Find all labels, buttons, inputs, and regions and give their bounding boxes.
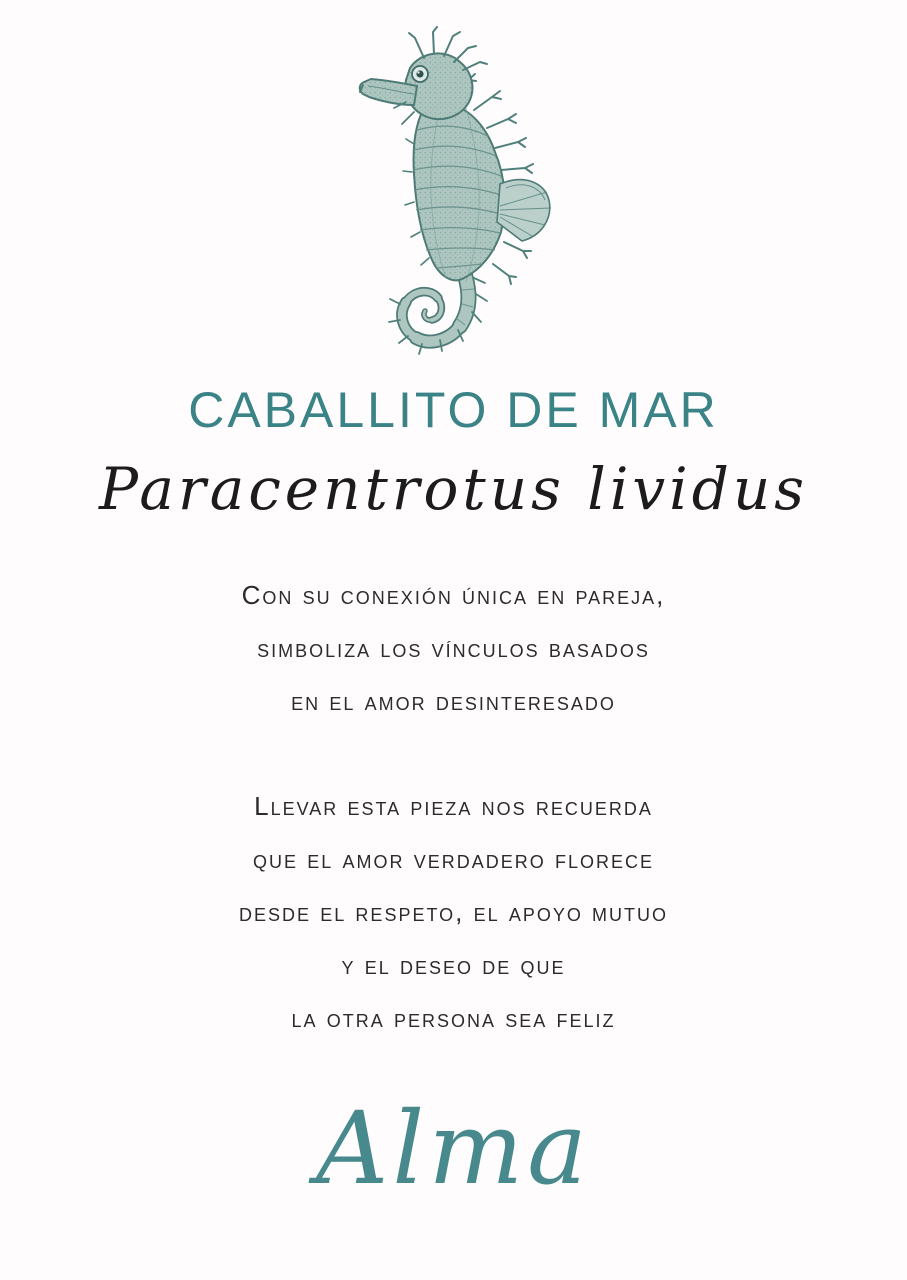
seahorse-icon (354, 26, 554, 371)
body-text-line: y el deseo de que (341, 949, 566, 980)
body-text-line: que el amor verdadero florece (253, 843, 654, 874)
page-title: CABALLITO DE MAR (188, 382, 719, 438)
body-text-line: la otra persona sea feliz (291, 1002, 616, 1033)
brand-signature: Alma (316, 1089, 591, 1207)
body-text-line: Llevar esta pieza nos recuerda (254, 790, 653, 821)
meaning-paragraph (239, 780, 668, 1045)
body-text-line: simboliza los vínculos basados (257, 632, 650, 663)
body-text-line: desde el respeto, el apoyo mutuo (238, 896, 669, 927)
body-text-line: Con su conexión única en pareja, (241, 579, 666, 610)
scientific-name: Paracentrotus lividus (99, 455, 808, 523)
body-text-line: en el amor desinteresado (291, 685, 616, 716)
symbolism-paragraph (242, 569, 666, 728)
